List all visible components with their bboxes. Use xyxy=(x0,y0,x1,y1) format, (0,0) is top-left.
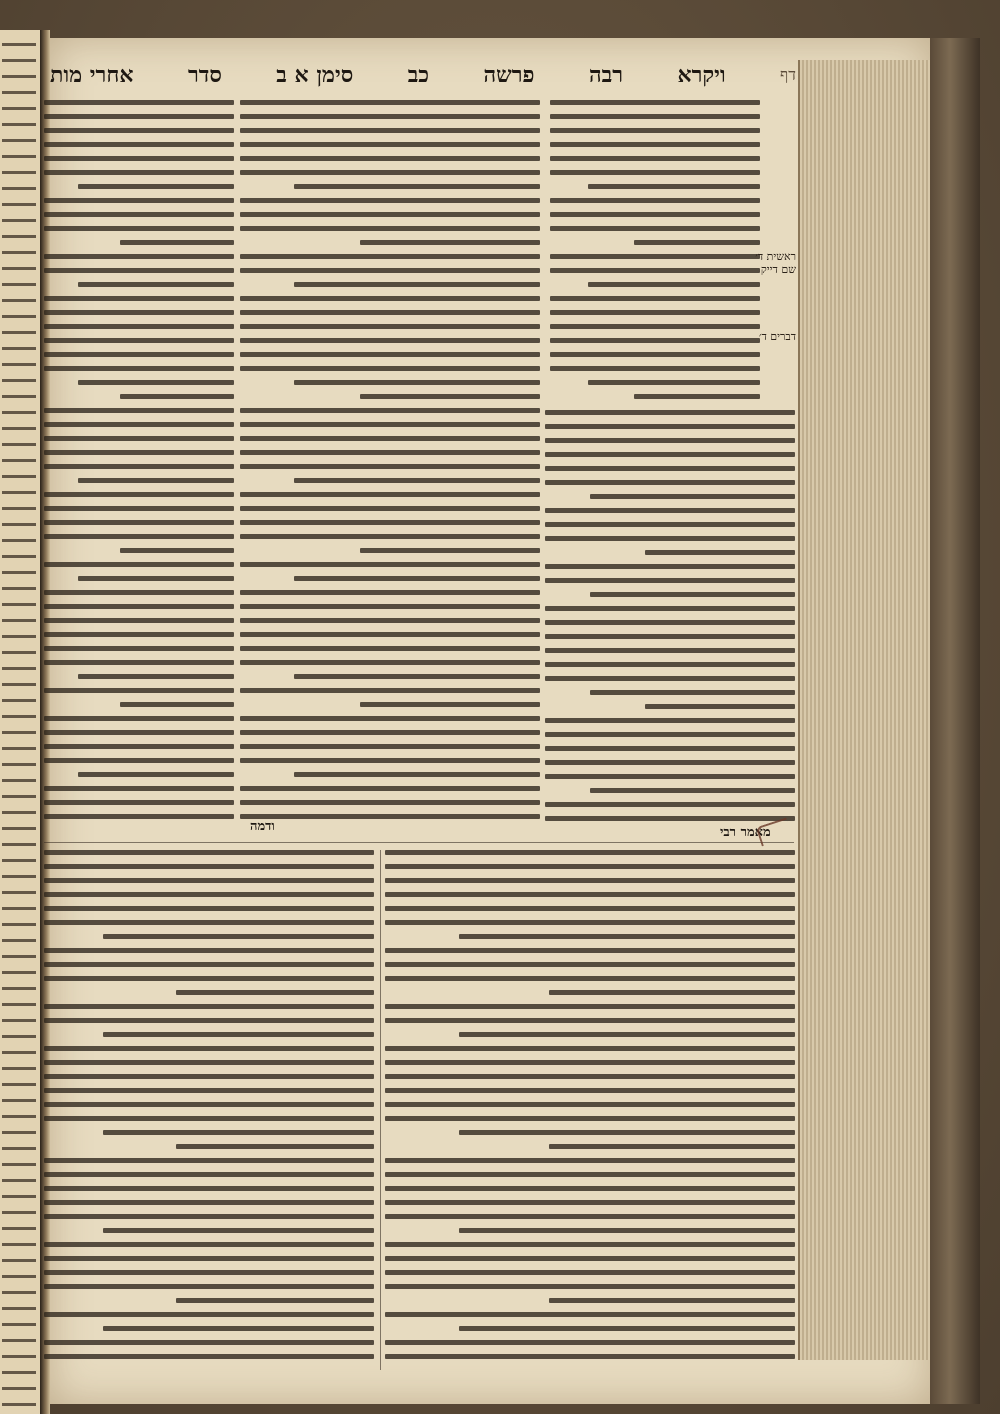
text-line xyxy=(240,814,540,819)
text-line xyxy=(44,310,234,315)
text-line xyxy=(44,646,234,651)
text-line xyxy=(44,562,234,567)
header-portion: אחרי מות xyxy=(50,62,134,88)
text-line xyxy=(545,438,795,443)
text-line xyxy=(545,466,795,471)
text-line xyxy=(545,634,795,639)
text-line xyxy=(545,564,795,569)
text-line xyxy=(78,478,234,483)
text-line xyxy=(385,1354,795,1359)
text-line xyxy=(44,604,234,609)
text-line xyxy=(44,100,234,105)
text-line xyxy=(103,1228,374,1233)
text-line xyxy=(240,464,540,469)
text-line xyxy=(385,1312,795,1317)
text-line xyxy=(78,184,234,189)
text-line xyxy=(44,948,374,953)
text-line xyxy=(385,1158,795,1163)
text-line xyxy=(44,1060,374,1065)
text-line xyxy=(240,366,540,371)
text-line xyxy=(44,1158,374,1163)
section-closing-word: ודמה xyxy=(250,819,275,834)
text-line xyxy=(385,1172,795,1177)
text-line xyxy=(545,732,795,737)
text-line xyxy=(44,976,374,981)
lower-commentary-right xyxy=(385,850,795,1370)
text-line xyxy=(545,760,795,765)
text-line xyxy=(240,758,540,763)
text-line xyxy=(240,744,540,749)
text-line xyxy=(240,212,540,217)
text-line xyxy=(550,128,760,133)
text-line xyxy=(550,170,760,175)
text-line xyxy=(360,240,540,245)
text-line xyxy=(385,976,795,981)
text-line xyxy=(44,198,234,203)
text-line xyxy=(44,716,234,721)
text-line xyxy=(78,576,234,581)
text-line xyxy=(240,800,540,805)
text-line xyxy=(44,338,234,343)
text-line xyxy=(459,1130,795,1135)
text-line xyxy=(240,618,540,623)
text-line xyxy=(545,424,795,429)
text-line xyxy=(44,1004,374,1009)
text-line xyxy=(545,662,795,667)
text-line xyxy=(176,1144,374,1149)
cover-edge xyxy=(930,38,980,1404)
text-line xyxy=(240,408,540,413)
text-line xyxy=(44,156,234,161)
text-line xyxy=(294,576,540,581)
text-line xyxy=(120,702,234,707)
margin-note-lower: דברים ד׳ xyxy=(758,330,796,343)
text-line xyxy=(385,906,795,911)
text-line xyxy=(44,450,234,455)
text-line xyxy=(240,170,540,175)
text-line xyxy=(44,114,234,119)
text-line xyxy=(385,850,795,855)
text-line xyxy=(385,864,795,869)
text-line xyxy=(240,310,540,315)
text-line xyxy=(545,816,795,821)
text-line xyxy=(44,170,234,175)
section-opening-word: מאמר רבי xyxy=(720,825,771,840)
text-line xyxy=(385,1340,795,1345)
text-line xyxy=(44,352,234,357)
header-parasha: פרשה xyxy=(483,62,535,88)
text-line xyxy=(44,1256,374,1261)
text-line xyxy=(44,864,374,869)
text-line xyxy=(590,788,795,793)
text-line xyxy=(240,254,540,259)
text-line xyxy=(549,1298,795,1303)
text-line xyxy=(550,100,760,105)
text-line xyxy=(549,1144,795,1149)
text-line xyxy=(44,906,374,911)
text-line xyxy=(590,494,795,499)
text-line xyxy=(385,1186,795,1191)
text-line xyxy=(385,1102,795,1107)
text-line xyxy=(44,1186,374,1191)
text-line xyxy=(545,718,795,723)
text-line xyxy=(240,100,540,105)
text-line xyxy=(240,520,540,525)
text-line xyxy=(240,562,540,567)
text-line xyxy=(44,142,234,147)
text-line xyxy=(78,282,234,287)
text-line xyxy=(385,1060,795,1065)
page-mark: דף xyxy=(780,65,796,84)
commentary-column-outer xyxy=(44,100,234,840)
text-line xyxy=(240,324,540,329)
text-line xyxy=(240,534,540,539)
text-line xyxy=(545,522,795,527)
text-line xyxy=(44,688,234,693)
text-line xyxy=(588,282,760,287)
text-line xyxy=(44,1284,374,1289)
text-line xyxy=(240,128,540,133)
text-line xyxy=(44,1088,374,1093)
text-line xyxy=(549,990,795,995)
text-line xyxy=(240,142,540,147)
text-line xyxy=(550,114,760,119)
text-line xyxy=(44,618,234,623)
text-line xyxy=(44,1214,374,1219)
text-line xyxy=(385,1242,795,1247)
text-line xyxy=(550,226,760,231)
text-line xyxy=(360,702,540,707)
text-line xyxy=(44,436,234,441)
text-line xyxy=(385,920,795,925)
text-line xyxy=(44,1116,374,1121)
text-line xyxy=(44,408,234,413)
text-line xyxy=(550,198,760,203)
text-line xyxy=(44,212,234,217)
text-line xyxy=(44,660,234,665)
text-line xyxy=(44,878,374,883)
text-line xyxy=(385,1018,795,1023)
text-line xyxy=(44,366,234,371)
text-line xyxy=(545,774,795,779)
text-line xyxy=(240,338,540,343)
text-line xyxy=(240,660,540,665)
text-line xyxy=(550,212,760,217)
section-divider xyxy=(44,842,794,843)
lower-commentary-left xyxy=(44,850,374,1370)
text-line xyxy=(44,1172,374,1177)
text-line xyxy=(44,590,234,595)
text-line xyxy=(44,1242,374,1247)
text-line xyxy=(634,394,760,399)
text-line xyxy=(78,772,234,777)
text-line xyxy=(385,1088,795,1093)
text-line xyxy=(550,254,760,259)
text-line xyxy=(44,296,234,301)
text-line xyxy=(385,892,795,897)
text-line xyxy=(44,920,374,925)
text-line xyxy=(44,1200,374,1205)
text-line xyxy=(385,948,795,953)
text-line xyxy=(545,746,795,751)
text-line xyxy=(44,632,234,637)
text-line xyxy=(78,380,234,385)
text-line xyxy=(385,1270,795,1275)
text-line xyxy=(385,1256,795,1261)
text-line xyxy=(240,730,540,735)
text-line xyxy=(294,184,540,189)
header-rabbah: רבה xyxy=(588,62,624,88)
text-line xyxy=(240,352,540,357)
text-line xyxy=(44,758,234,763)
text-line xyxy=(120,548,234,553)
text-line xyxy=(550,338,760,343)
text-line xyxy=(103,1032,374,1037)
text-line xyxy=(240,436,540,441)
text-line xyxy=(240,646,540,651)
text-line xyxy=(545,536,795,541)
text-line xyxy=(590,592,795,597)
header-book: ויקרא xyxy=(677,62,726,88)
text-line xyxy=(44,786,234,791)
text-line xyxy=(44,464,234,469)
text-line xyxy=(459,1228,795,1233)
text-line xyxy=(545,410,795,415)
text-line xyxy=(44,1102,374,1107)
text-line xyxy=(44,1354,374,1359)
text-line xyxy=(176,1298,374,1303)
text-line xyxy=(240,198,540,203)
text-line xyxy=(385,1214,795,1219)
text-line xyxy=(550,310,760,315)
text-line xyxy=(240,226,540,231)
text-line xyxy=(550,366,760,371)
text-line xyxy=(385,878,795,883)
text-line xyxy=(44,128,234,133)
text-line xyxy=(550,352,760,357)
text-line xyxy=(44,850,374,855)
text-line xyxy=(545,648,795,653)
text-line xyxy=(44,730,234,735)
commentary-column-left xyxy=(240,100,540,840)
running-header xyxy=(44,58,802,92)
text-line xyxy=(550,324,760,329)
text-line xyxy=(44,1312,374,1317)
text-line xyxy=(78,674,234,679)
text-line xyxy=(240,604,540,609)
text-line xyxy=(385,1284,795,1289)
text-line xyxy=(120,394,234,399)
text-line xyxy=(634,240,760,245)
text-line xyxy=(550,142,760,147)
text-line xyxy=(294,380,540,385)
text-line xyxy=(44,534,234,539)
header-chapter: כב xyxy=(407,62,430,88)
text-line xyxy=(240,156,540,161)
text-line xyxy=(545,508,795,513)
text-line xyxy=(44,744,234,749)
text-line xyxy=(360,548,540,553)
header-seder: סדר xyxy=(187,62,222,88)
adjacent-page-edge xyxy=(0,30,42,1414)
text-line xyxy=(294,772,540,777)
text-line xyxy=(44,268,234,273)
text-line xyxy=(459,934,795,939)
header-siman: סימן א ב xyxy=(276,62,354,88)
text-line xyxy=(44,1340,374,1345)
text-line xyxy=(550,268,760,273)
text-line xyxy=(240,450,540,455)
text-line xyxy=(588,184,760,189)
text-line xyxy=(44,1270,374,1275)
text-line xyxy=(459,1326,795,1331)
text-line xyxy=(240,492,540,497)
text-line xyxy=(240,296,540,301)
commentary-column-right xyxy=(545,410,795,850)
text-line xyxy=(44,520,234,525)
text-line xyxy=(44,492,234,497)
column-divider xyxy=(380,850,381,1370)
text-line xyxy=(44,422,234,427)
text-line xyxy=(44,1018,374,1023)
text-line xyxy=(240,268,540,273)
text-line xyxy=(44,892,374,897)
margin-note-upper: ראשית ד׳ שם דייק xyxy=(755,250,796,276)
text-line xyxy=(294,478,540,483)
text-line xyxy=(590,690,795,695)
text-line xyxy=(385,1200,795,1205)
text-line xyxy=(44,226,234,231)
text-line xyxy=(44,254,234,259)
text-line xyxy=(385,962,795,967)
text-line xyxy=(385,1074,795,1079)
text-line xyxy=(44,506,234,511)
text-line xyxy=(545,452,795,457)
text-line xyxy=(44,814,234,819)
text-line xyxy=(240,632,540,637)
text-line xyxy=(459,1032,795,1037)
text-line xyxy=(645,550,795,555)
text-line xyxy=(240,114,540,119)
text-line xyxy=(120,240,234,245)
text-line xyxy=(103,934,374,939)
text-line xyxy=(240,506,540,511)
text-line xyxy=(545,480,795,485)
text-line xyxy=(44,1074,374,1079)
text-line xyxy=(103,1130,374,1135)
text-line xyxy=(545,620,795,625)
text-line xyxy=(545,606,795,611)
text-line xyxy=(550,296,760,301)
text-line xyxy=(240,786,540,791)
text-line xyxy=(240,716,540,721)
text-line xyxy=(645,704,795,709)
text-line xyxy=(240,590,540,595)
text-line xyxy=(294,674,540,679)
text-line xyxy=(44,324,234,329)
text-line xyxy=(176,990,374,995)
page-fore-edge xyxy=(798,60,942,1360)
text-line xyxy=(360,394,540,399)
text-line xyxy=(588,380,760,385)
text-line xyxy=(294,282,540,287)
text-line xyxy=(44,800,234,805)
text-line xyxy=(545,578,795,583)
text-line xyxy=(44,962,374,967)
text-line xyxy=(240,422,540,427)
text-line xyxy=(545,676,795,681)
text-line xyxy=(385,1004,795,1009)
text-line xyxy=(240,688,540,693)
text-line xyxy=(385,1046,795,1051)
text-line xyxy=(103,1326,374,1331)
text-line xyxy=(550,156,760,161)
text-line xyxy=(385,1116,795,1121)
text-line xyxy=(44,1046,374,1051)
text-line xyxy=(545,802,795,807)
